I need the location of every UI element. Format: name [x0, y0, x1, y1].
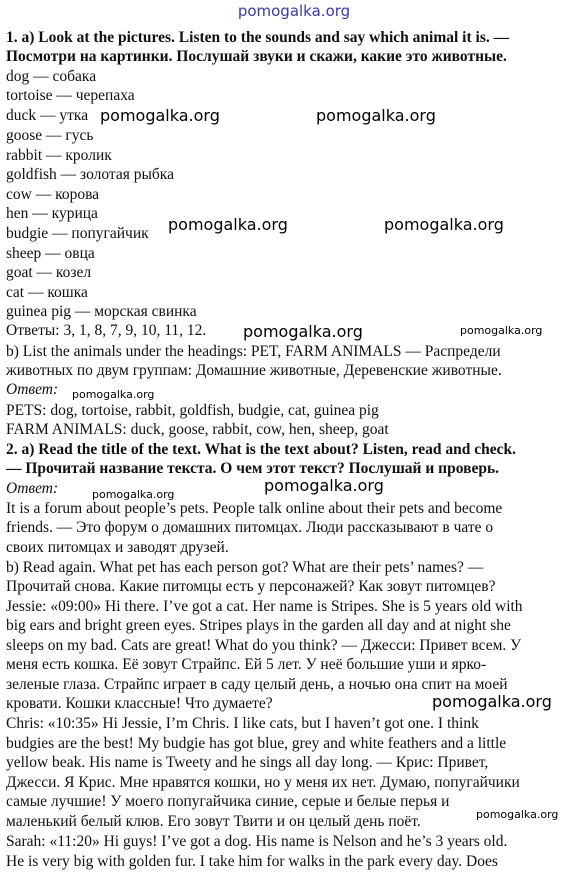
- vocab-line: hen — курица: [6, 205, 98, 222]
- vocab-line: goose — гусь: [6, 127, 94, 144]
- watermark-text: pomogalka.org: [100, 106, 220, 125]
- pets-list: PETS: dog, tortoise, rabbit, goldfish, budgie, cat, guinea pig: [6, 402, 379, 419]
- watermark-text: pomogalka.org: [476, 808, 559, 821]
- vocab-line: budgie — попугайчик: [6, 225, 149, 242]
- exercise-1a-heading-ru: Посмотри на картинки. Послушай звуки и скажи, какие это животные.: [6, 48, 507, 65]
- paragraph-line: Джесси. Я Крис. Мне нравятся кошки, но у меня их нет. Думаю, попугайчики: [6, 774, 520, 791]
- paragraph-line: маленький белый клюв. Его зовут Твити и он целый день поёт.: [6, 813, 421, 830]
- paragraph-line: sleeps on my bad. Cats are great! What do you think? — Джесси: Привет всем. У: [6, 637, 522, 654]
- vocab-line: goat — козел: [6, 264, 92, 281]
- paragraph-line: меня есть кошка. Её зовут Страйпс. Ей 5 лет. У неё большие уши и ярко-: [6, 656, 487, 673]
- watermark-text: pomogalka.org: [243, 322, 363, 341]
- vocab-line: rabbit — кролик: [6, 147, 112, 164]
- vocab-line: cat — кошка: [6, 284, 88, 301]
- watermark-text: pomogalka.org: [72, 388, 155, 401]
- paragraph-line: зеленые глаза. Страйпс играет в саду целый день, а ночью она спит на моей: [6, 676, 508, 693]
- watermark-text: pomogalka.org: [384, 215, 504, 234]
- watermark-text: pomogalka.org: [432, 692, 552, 711]
- paragraph-line: yellow beak. His name is Tweety and he sings all day long. — Крис: Привет,: [6, 754, 489, 771]
- paragraph-line: Jessie: «09:00» Hi there. I’ve got a cat. Her name is Stripes. She is 5 years old with: [6, 598, 523, 615]
- paragraph-line: friends. — Это форум о домашних питомцах. Люди рассказывают в чате о: [6, 519, 494, 536]
- answer-label: Ответ:: [6, 381, 59, 398]
- vocab-line: dog — собака: [6, 68, 97, 85]
- vocab-line: guinea pig — морская свинка: [6, 303, 197, 320]
- vocab-line: goldfish — золотая рыбка: [6, 166, 174, 183]
- watermark-text: pomogalka.org: [168, 215, 288, 234]
- watermark-text: pomogalka.org: [316, 106, 436, 125]
- answers-line: Ответы: 3, 1, 8, 7, 9, 10, 11, 12.: [6, 322, 207, 339]
- exercise-1a-heading-en: 1. a) Look at the pictures. Listen to the sounds and say which animal it is. —: [6, 29, 510, 46]
- paragraph-line: кровати. Кошки классные! Что думаете?: [6, 695, 273, 712]
- answer-label: Ответ:: [6, 480, 59, 497]
- paragraph-line: Sarah: «11:20» Hi guys! I’ve got a dog. His name is Nelson and he’s 3 years old.: [6, 833, 508, 850]
- vocab-line: duck — утка: [6, 107, 89, 124]
- paragraph-line: It is a forum about people’s pets. People talk online about their pets and become: [6, 500, 503, 517]
- farm-animals-list: FARM ANIMALS: duck, goose, rabbit, cow, hen, sheep, goat: [6, 421, 389, 438]
- vocab-line: tortoise — черепаха: [6, 87, 135, 104]
- paragraph-line: budgies are the best! My budgie has got blue, grey and white feathers and a little: [6, 735, 507, 752]
- vocab-line: cow — корова: [6, 186, 100, 203]
- vocab-line: sheep — овца: [6, 245, 95, 262]
- paragraph-line: самые лучшие! У моего попугайчика синие, серые и белые перья и: [6, 793, 450, 810]
- exercise-2a-heading-ru: — Прочитай название текста. О чем этот текст? Послушай и проверь.: [6, 460, 500, 477]
- exercise-2b-text: b) Read again. What pet has each person got? What are their pets’ names? —: [6, 559, 484, 576]
- header-watermark: pomogalka.org: [237, 2, 351, 20]
- exercise-2b-text: Прочитай снова. Какие питомцы есть у персонажей? Как зовут питомцев?: [6, 578, 496, 595]
- exercise-2a-heading-en: 2. a) Read the title of the text. What is the text about? Listen, read and check.: [6, 441, 517, 458]
- paragraph-line: He is very big with golden fur. I take him for walks in the park every day. Does: [6, 853, 498, 870]
- watermark-text: pomogalka.org: [460, 324, 543, 337]
- exercise-1b-text: животных по двум группам: Домашние животные, Деревенские животные.: [6, 362, 502, 379]
- watermark-text: pomogalka.org: [92, 488, 175, 501]
- paragraph-line: Chris: «10:35» Hi Jessie, I’m Chris. I like cats, but I haven’t got one. I think: [6, 715, 479, 732]
- exercise-1b-text: b) List the animals under the headings: PET, FARM ANIMALS — Распредели: [6, 343, 501, 360]
- paragraph-line: big ears and bright green eyes. Stripes plays in the garden all day and at night she: [6, 617, 511, 634]
- paragraph-line: своих питомцах и заводят друзей.: [6, 539, 229, 556]
- watermark-text: pomogalka.org: [264, 476, 384, 495]
